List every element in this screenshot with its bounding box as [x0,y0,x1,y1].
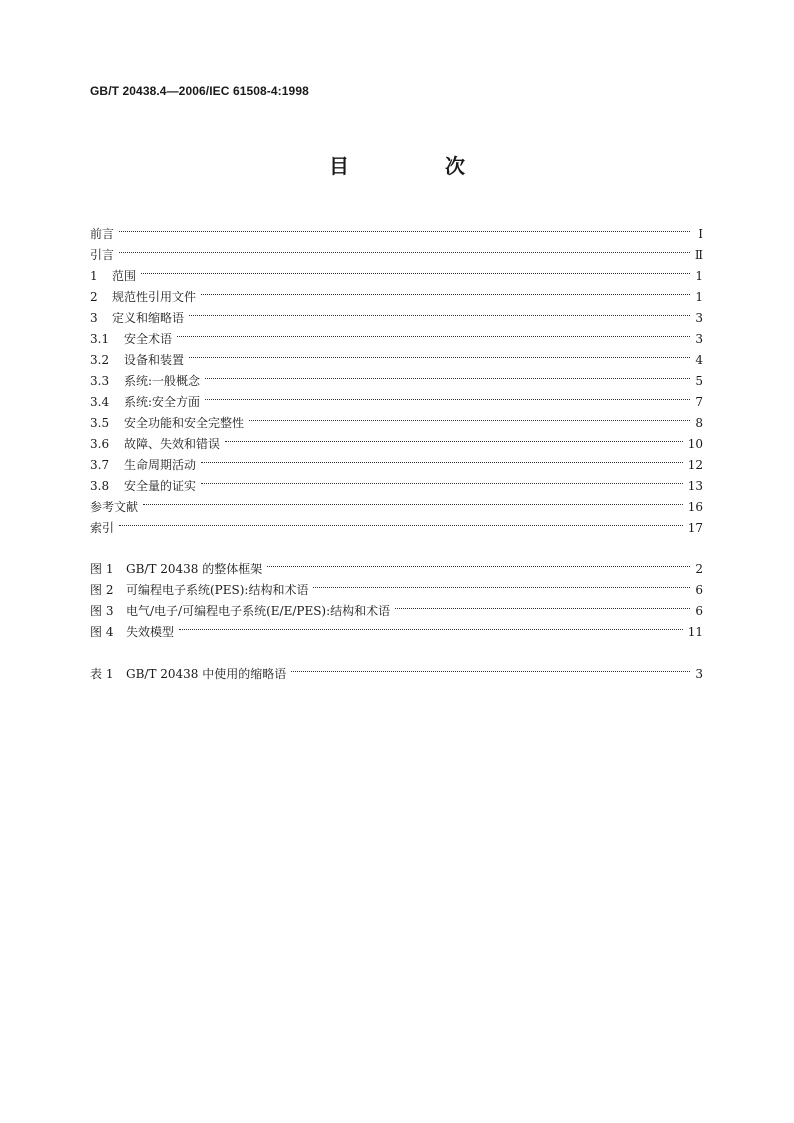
leader-dots [179,615,683,636]
leader-dots [119,238,690,259]
toc-entry-page: 1 [695,269,703,283]
toc-table-1[interactable] [90,657,703,681]
toc-entry-page: 17 [687,521,703,535]
leader-dots [291,657,690,678]
toc-entry-page: 4 [695,353,703,367]
leader-dots [189,301,690,322]
toc-entry-number: 表 1 [90,667,114,681]
toc-entry-number: 3.7 [90,458,110,472]
toc-entry-number: 3.1 [90,332,110,346]
toc-entry-bibliography[interactable] [90,490,703,514]
leader-dots [201,280,690,301]
toc-entry-index[interactable] [90,511,703,535]
toc-entry-text: 索引 [90,521,115,535]
toc-entry-text: 设备和装置 [124,353,185,367]
toc-figure-1[interactable] [90,552,703,576]
toc-entry-number: 图 1 [90,562,114,576]
toc-entry-text: 安全量的证实 [124,479,197,493]
toc-figure-4[interactable] [90,615,703,639]
toc-figures [90,552,703,639]
toc-entry-page: Ⅰ [698,227,703,241]
toc-entry-text: 系统:一般概念 [124,374,201,388]
toc-entry-text: 可编程电子系统(PES):结构和术语 [126,583,309,597]
toc-entry-text: 生命周期活动 [124,458,197,472]
toc-entry-number: 3.4 [90,395,110,409]
toc-entry-page: 10 [687,437,703,451]
toc-entry-number: 3.2 [90,353,110,367]
toc-entry-text: 故障、失效和错误 [124,437,221,451]
toc-entry-page: 3 [695,311,703,325]
toc-entry-text: 安全术语 [124,332,173,346]
toc-entry-page: Ⅱ [694,248,703,262]
toc-entry-1[interactable] [90,259,703,283]
toc-entry-number: 1 [90,269,98,283]
leader-dots [267,552,690,573]
leader-dots [205,385,690,406]
leader-dots [201,448,683,469]
toc-entry-page: 2 [695,562,703,576]
toc-entry-text: 安全功能和安全完整性 [124,416,245,430]
leader-dots [395,594,690,615]
toc-entry-text: 范围 [112,269,137,283]
toc-entry-text: 参考文献 [90,500,139,514]
leader-dots [143,490,683,511]
toc-entry-page: 6 [695,583,703,597]
toc-entry-3-2[interactable] [90,343,703,367]
leader-dots [201,469,683,490]
leader-dots [119,217,690,238]
toc-entry-introduction[interactable] [90,238,703,262]
toc-main [90,217,703,535]
leader-dots [313,573,690,594]
toc-entry-number: 3.8 [90,479,110,493]
toc-entry-text: 引言 [90,248,115,262]
toc-entry-number: 2 [90,290,98,304]
leader-dots [119,511,683,532]
toc-entry-number: 图 2 [90,583,114,597]
standard-header: GB/T 20438.4—2006/IEC 61508-4:1998 [90,84,309,98]
toc-entry-2[interactable] [90,280,703,304]
toc-entry-number: 图 4 [90,625,114,639]
leader-dots [177,322,690,343]
toc-entry-number: 3 [90,311,98,325]
toc-entry-text: 前言 [90,227,115,241]
page-title: 目 次 [329,154,503,178]
toc-entry-number: 图 3 [90,604,114,618]
toc-entry-page: 3 [695,667,703,681]
toc-entry-page: 13 [687,479,703,493]
toc-entry-text: GB/T 20438 的整体框架 [126,562,263,576]
toc-entry-text: 定义和缩略语 [112,311,185,325]
leader-dots [141,259,690,280]
toc-entry-page: 8 [695,416,703,430]
toc-entry-page: 1 [695,290,703,304]
toc-entry-page: 12 [687,458,703,472]
toc-entry-text: GB/T 20438 中使用的缩略语 [126,667,287,681]
toc-entry-page: 11 [687,625,703,639]
toc-entry-text: 规范性引用文件 [112,290,197,304]
toc-entry-page: 7 [695,395,703,409]
toc-entry-3-1[interactable] [90,322,703,346]
leader-dots [249,406,690,427]
toc-entry-number: 3.5 [90,416,110,430]
toc-entry-text: 系统:安全方面 [124,395,201,409]
toc-entry-number: 3.6 [90,437,110,451]
toc-entry-text: 电气/电子/可编程电子系统(E/E/PES):结构和术语 [126,604,391,618]
leader-dots [205,364,690,385]
toc-entry-page: 3 [695,332,703,346]
leader-dots [189,343,690,364]
toc-entry-foreword[interactable] [90,217,703,241]
toc-entry-number: 3.3 [90,374,110,388]
toc-entry-page: 16 [687,500,703,514]
toc-entry-text: 失效模型 [126,625,175,639]
toc-tables [90,657,703,681]
toc-entry-page: 5 [695,374,703,388]
leader-dots [225,427,683,448]
toc-entry-page: 6 [695,604,703,618]
